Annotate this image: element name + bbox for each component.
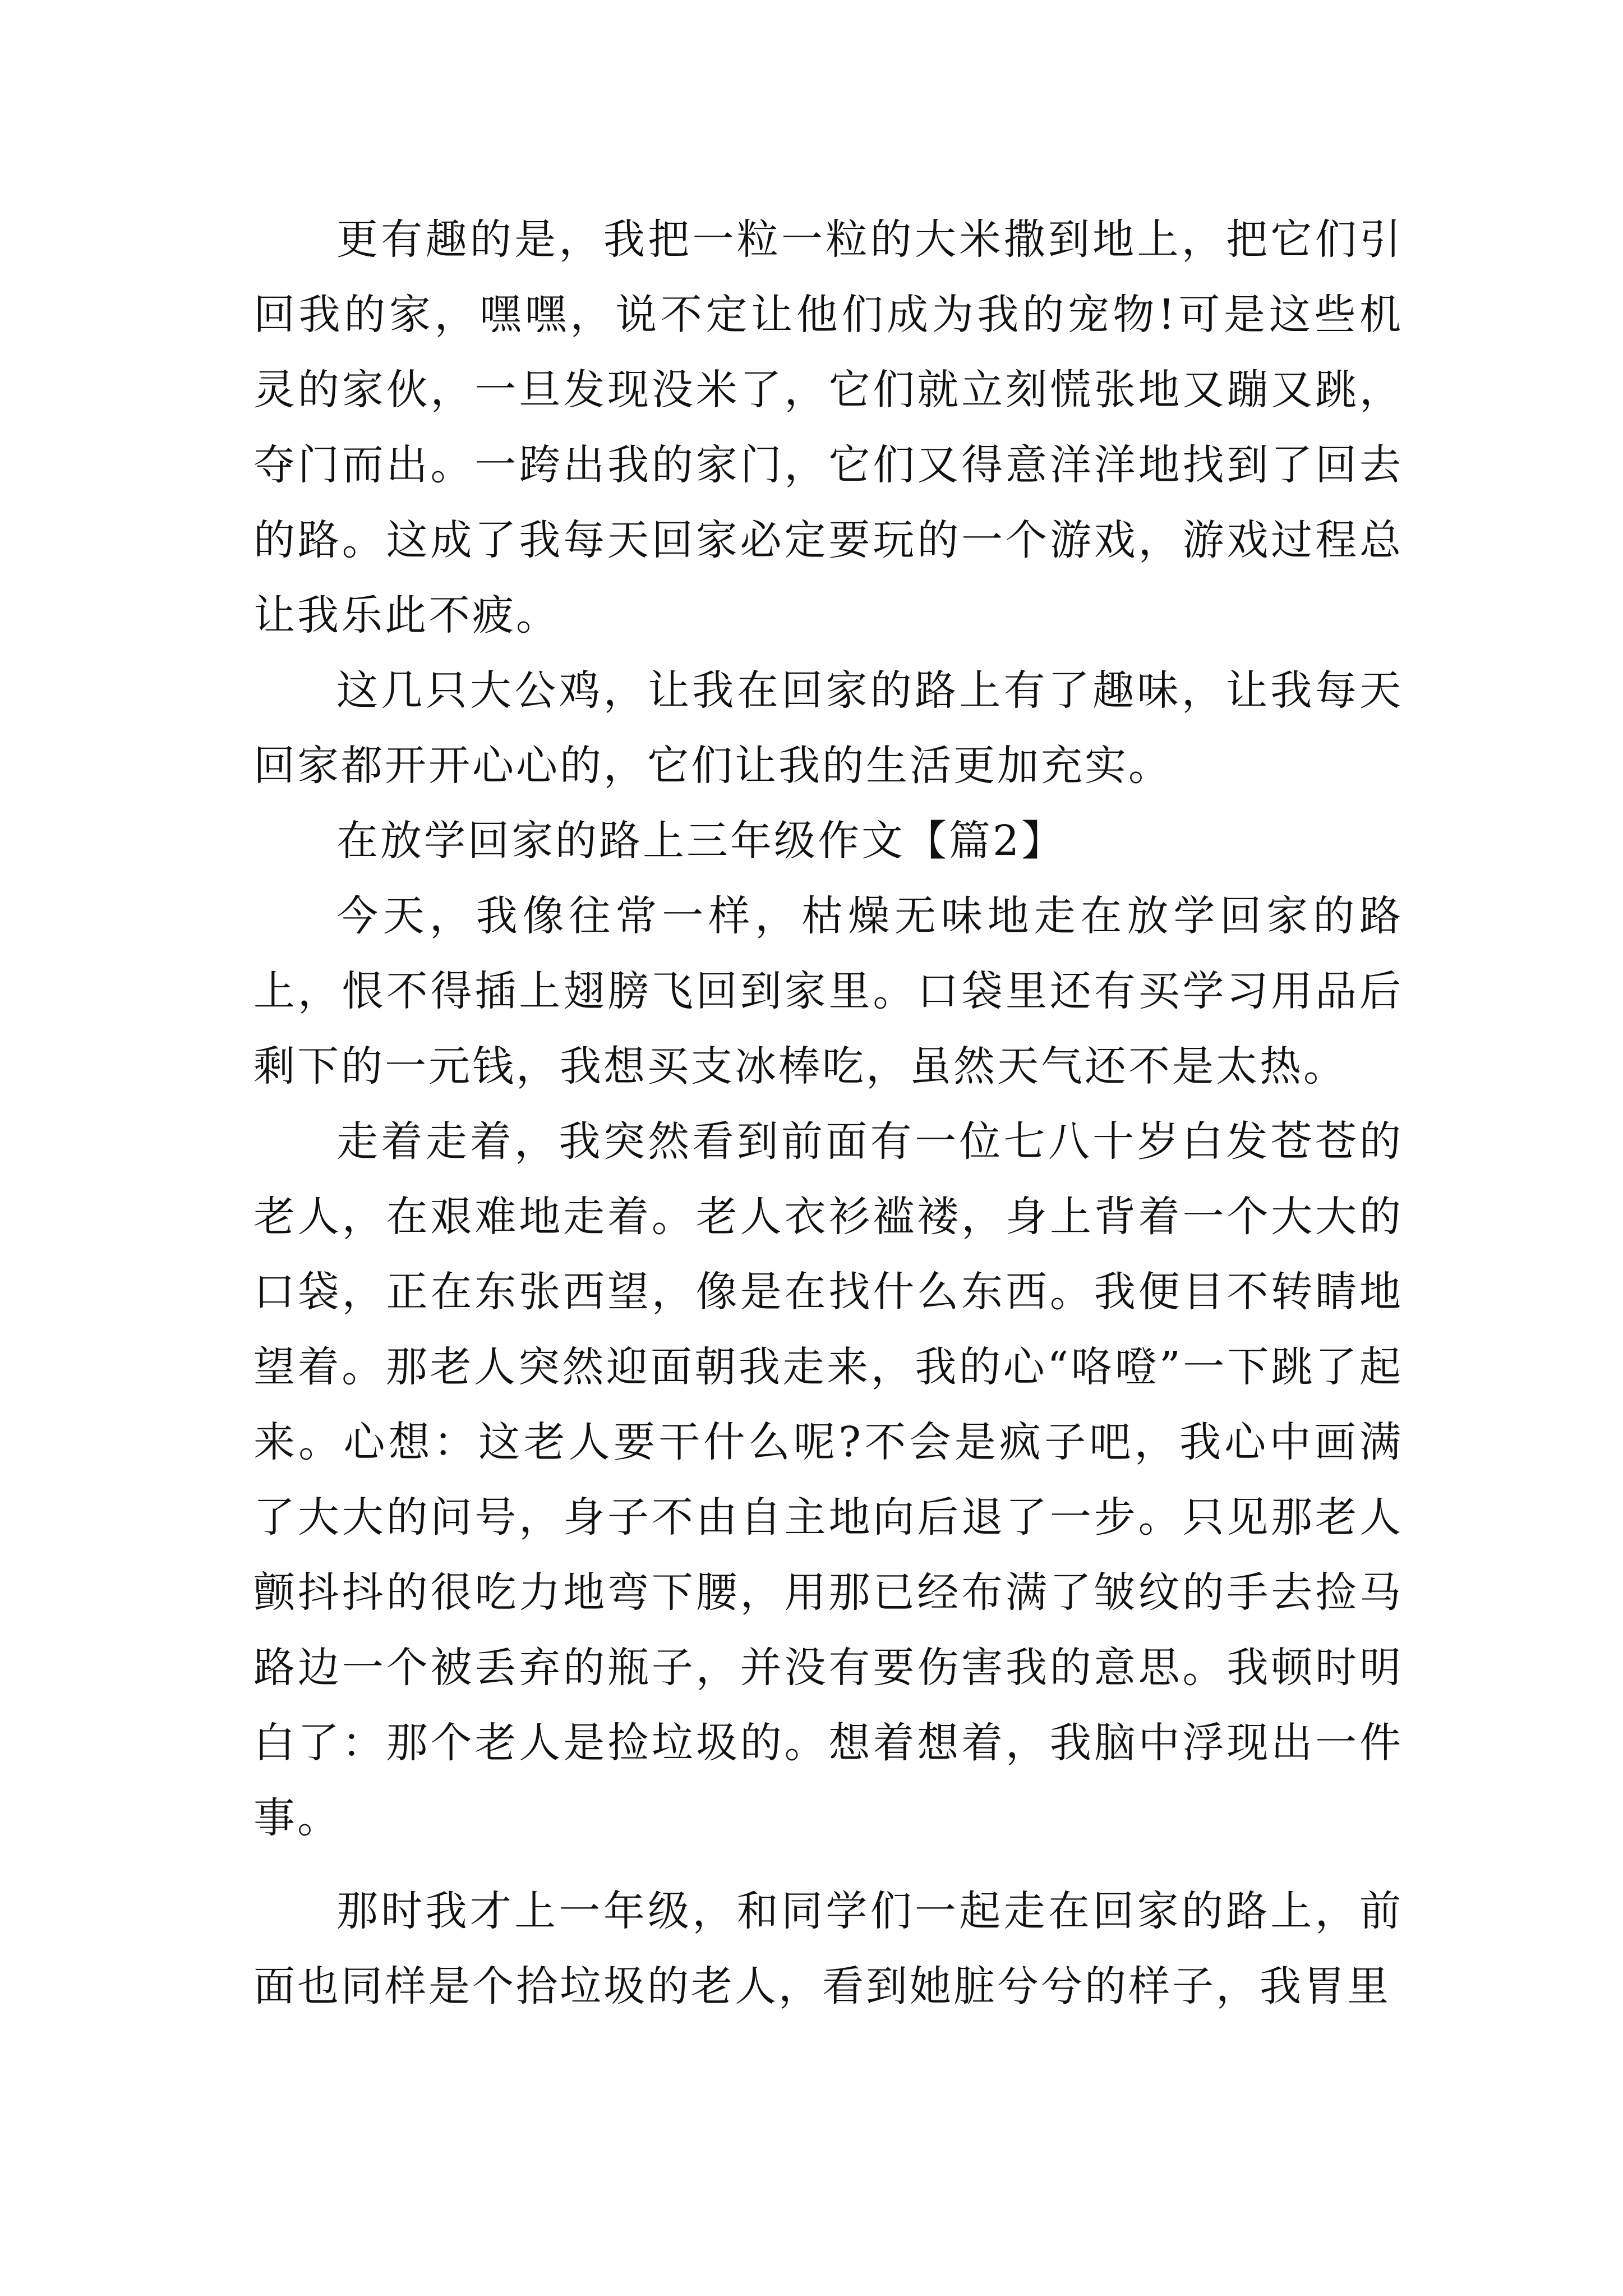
paragraph-first-grade: 那时我才上一年级，和同学们一起走在回家的路上，前面也同样是个拾垃圾的老人，看到她脏兮兮的样子，我胃里 [253,1887,1403,2010]
paragraph-today: 今天，我像往常一样，枯燥无味地走在放学回家的路上，恨不得插上翅膀飞回到家里。口袋里还有买学习用品后剩下的一元钱，我想买支冰棒吃，虽然天气还不是太热。 [253,892,1403,1091]
paragraph-chickens-game: 更有趣的是，我把一粒一粒的大米撒到地上，把它们引回我的家，嘿嘿，说不定让他们成为我的宠物!可是这些机灵的家伙，一旦发现没米了，它们就立刻慌张地又蹦又跳，夺门而出。一跨出我的家门，它们又得意洋洋地找到了回去的路。这成了我每天回家必定要玩的一个游戏，游戏过程总让我乐此不疲。 [253,215,1403,639]
section-heading: 在放学回家的路上三年级作文【篇2】 [336,817,1066,865]
paragraph-chickens-summary: 这几只大公鸡，让我在回家的路上有了趣味，让我每天回家都开开心心的，它们让我的生活更加充实。 [253,666,1403,790]
paragraph-old-man: 走着走着，我突然看到前面有一位七八十岁白发苍苍的老人，在艰难地走着。老人衣衫褴褛，身上背着一个大大的口袋，正在东张西望，像是在找什么东西。我便目不转睛地望着。那老人突然迎面朝我走来，我的心“咯噔”一下跳了起来。心想：这老人要干什么呢?不会是疯子吧，我心中画满了大大的问号，身子不由自主地向后退了一步。只见那老人颤抖抖的很吃力地弯下腰，用那已经布满了皱纹的手去捡马路边一个被丢弃的瓶子，并没有要伤害我的意思。我顿时明白了：那个老人是捡垃圾的。想着想着，我脑中浮现出一件事。 [253,1117,1403,1842]
document-body [253,202,1403,2024]
